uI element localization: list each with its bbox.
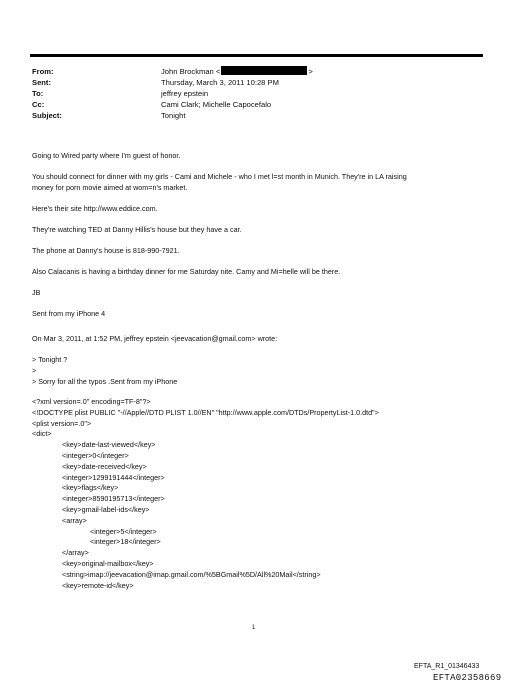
subject-label: Subject:	[32, 111, 62, 120]
xml-line: <integer>5</integer>	[90, 526, 157, 536]
xml-block	[32, 397, 482, 591]
xml-line: <key>gmail-label-ids</key>	[62, 504, 150, 514]
from-label: From:	[32, 67, 54, 76]
xml-line: <string>imap://jeevacation@imap.gmail.com/%5BGmail%5D/All%20Mail</string>	[62, 569, 321, 579]
xml-line: <key>date-last-viewed</key>	[62, 440, 156, 450]
xml-line: <dict>	[32, 429, 52, 439]
quoted-line: > Sorry for all the typos .Sent from my iPhone	[32, 377, 178, 386]
redaction-block	[221, 66, 307, 75]
xml-line: <key>remote-id</key>	[62, 580, 134, 590]
doc-id-primary: EFTA_R1_01346433	[414, 663, 480, 670]
quoted-line: >	[32, 366, 37, 375]
xml-line: <plist version=.0">	[32, 418, 92, 428]
page-number: 1	[252, 625, 256, 631]
subject-row	[32, 110, 482, 121]
to-label: To:	[32, 89, 44, 98]
xml-line: <key>flags</key>	[62, 483, 119, 493]
body-paragraph: Here's their site http://www.eddice.com.	[32, 204, 158, 213]
cc-row	[32, 99, 482, 110]
header-divider	[30, 54, 483, 57]
sent-row	[32, 77, 482, 88]
email-body	[32, 150, 482, 591]
email-header	[32, 66, 482, 121]
signature-initials: JB	[32, 288, 41, 297]
body-paragraph: Going to Wired party where I'm guest of honor.	[32, 151, 181, 160]
xml-line: <integer>0</integer>	[62, 450, 129, 460]
subject-value: Tonight	[161, 111, 186, 120]
from-row	[32, 66, 482, 77]
body-paragraph: They're watching TED at Danny Hillis's house but they have a car.	[32, 225, 242, 234]
quote-header: On Mar 3, 2011, at 1:52 PM, jeffrey epstein <jeevacation@gmail.com> wrote:	[32, 334, 278, 343]
quoted-line: > Tonight ?	[32, 355, 68, 364]
cc-label: Cc:	[32, 100, 45, 109]
xml-line: <array>	[62, 515, 87, 525]
doc-id-secondary: EFTA02358669	[433, 673, 502, 683]
to-value: jeffrey epstein	[161, 89, 209, 98]
xml-line: <integer>18</integer>	[90, 537, 161, 547]
sent-from-line: Sent from my iPhone 4	[32, 309, 106, 318]
sent-value: Thursday, March 3, 2011 10:28 PM	[161, 78, 279, 87]
cc-value: Cami Clark; Michelle Capocefalo	[161, 100, 272, 109]
to-row	[32, 88, 482, 99]
xml-line: <integer>1299191444</integer>	[62, 472, 165, 482]
body-paragraph: money for porn movie aimed at wom=n's market.	[32, 183, 188, 192]
body-paragraph: You should connect for dinner with my girls - Cami and Michele - who I met l=st month in Munich. They're in LA raising	[32, 172, 407, 181]
xml-line: <?xml version=.0" encoding=TF-8"?>	[32, 397, 151, 406]
xml-line: <!DOCTYPE plist PUBLIC "-//Apple//DTD PLIST 1.0//EN" "http://www.apple.com/DTDs/PropertyList-1.0.dtd">	[32, 407, 379, 417]
xml-line: <integer>8590195713</integer>	[62, 494, 165, 504]
from-value	[161, 66, 313, 77]
body-paragraph: The phone at Danny's house is 818-990-7921.	[32, 246, 180, 255]
sent-label: Sent:	[32, 78, 51, 87]
xml-line: <key>date-received</key>	[62, 461, 147, 471]
body-paragraph: Also Calacanis is having a birthday dinner for me Saturday nite. Camy and Mi=helle will be there.	[32, 267, 341, 276]
from-name: John Brockman <	[161, 67, 221, 76]
from-suffix: >	[308, 67, 313, 76]
xml-line: </array>	[62, 548, 89, 558]
xml-line: <key>original-mailbox</key>	[62, 558, 154, 568]
